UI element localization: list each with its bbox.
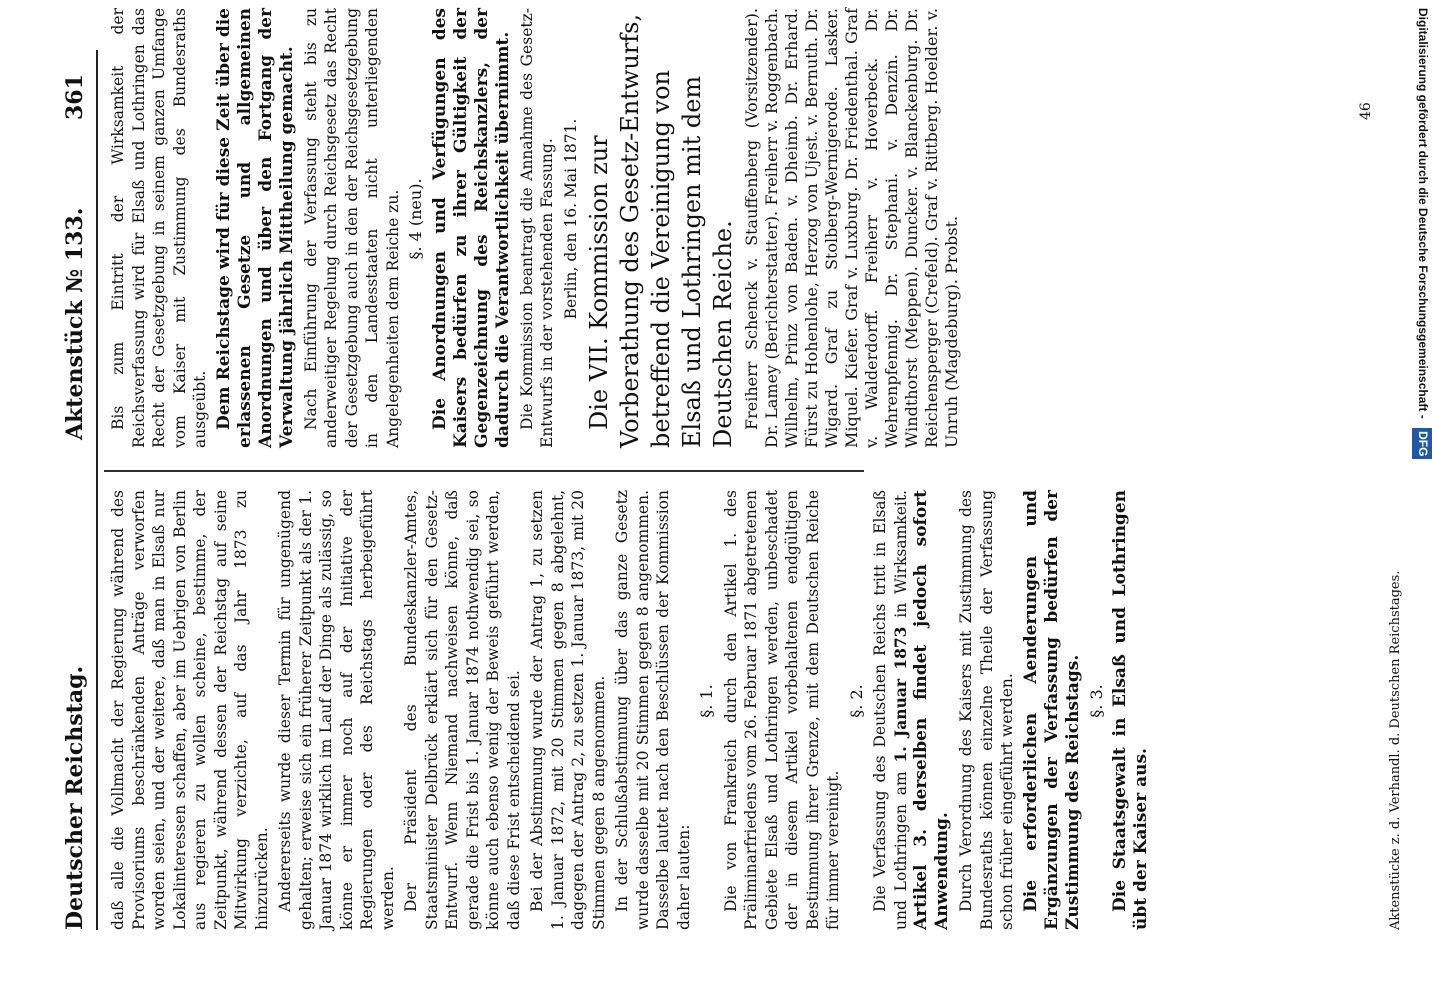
text-run-bold: Artikel 3. derselben findet jedoch sofort Anwendung. bbox=[911, 490, 952, 930]
dfg-logo: DFG bbox=[1412, 428, 1432, 459]
paragraph-bold: Die erforderlichen Aenderungen und Ergänzungen der Verfassung bedürfen der Zustimmung des Reichstags. bbox=[1020, 490, 1083, 930]
paragraph-bold: Dem Reichstage wird für diese Zeit über die erlassenen Gesetze und allgemeinen Anordnungen und über den Fortgang der Verwaltung jährlich Mittheilung gemacht. bbox=[213, 8, 297, 448]
paragraph: Der Präsident des Bundeskanzler-Amtes, Staatsminister Delbrück erklärt sich für den Gesetz-Entwurf. Wenn Niemand nachweisen könne, daß gerade die Frist bis 1. Januar 1874 nothwendig sei, so könne auch ebenso wenig der Beweis geführt werden, daß diese Frist entscheidend sei. bbox=[402, 490, 523, 930]
header-rule bbox=[96, 50, 98, 930]
column-divider bbox=[104, 471, 864, 473]
footer-left: Aktenstücke z. d. Verhandl. d. Deutschen Reichstages. bbox=[1388, 570, 1403, 930]
date-line: Berlin, den 16. Mai 1871. bbox=[561, 118, 580, 320]
section-heading: §. 1. bbox=[697, 684, 716, 718]
footer-page-mark: 46 bbox=[1358, 102, 1374, 120]
paragraph: daß alle die Vollmacht der Regierung während des Provisoriums beschränkenden Anträge verworfen worden seien, und der weitere, daß man in Elsaß nur Lokalinteressen schaffen, aber im Uebrigen von Berlin aus regieren zu wollen scheine, bestimme, der Zeitpunkt, während dessen der Reichstag auf seine Mitwirkung verzichte, auf das Jahr 1873 zu hinzurücken. bbox=[109, 490, 271, 930]
stamp-text: Digitalisierung gefördert durch die Deutsche Forschungsgemeinschaft - bbox=[1416, 8, 1430, 419]
section-heading: §. 3. bbox=[1086, 684, 1106, 718]
paragraph: Bis zum Eintritt der Wirksamkeit der Reichsverfassung wird für Elsaß und Lothringen das Recht der Gesetzgebung in seinem ganzen Umfange vom Kaiser mit Zustimmung des Bundesraths ausgeübt. bbox=[109, 8, 209, 448]
paragraph: In der Schlußabstimmung über das ganze Gesetz wurde dasselbe mit 20 Stimmen gegen 8 angenommen. Dasselbe lautet nach den Beschlüssen der Kommission daher lauten: bbox=[613, 490, 693, 930]
text-run: Die Verfassung des Deutschen Reichs tritt in Elsaß und Lothringen am bbox=[871, 490, 910, 930]
paragraph: Die von Frankreich durch den Artikel 1. des Präliminarfriedens vom 26. Februar 1871 abgetretenen Gebiete Elsaß und Lothringen werden, unbeschadet der in diesem Artikel vorbehaltenen endgültigen Bestimmung ihrer Grenze, mit dem Deutschen Reiche für immer vereinigt. bbox=[721, 490, 842, 930]
paragraph-bold: Die Staatsgewalt in Elsaß und Lothringen übt der Kaiser aus. bbox=[1110, 490, 1151, 930]
paragraph: Die Kommission beantragt die Annahme des Gesetz-Entwurfs in der vorstehenden Fassung. bbox=[517, 8, 556, 448]
running-header-right: Aktenstück № 133. bbox=[62, 207, 88, 440]
digitization-stamp bbox=[1412, 8, 1432, 988]
paragraph bbox=[870, 490, 953, 930]
text-run-bold: 1. Januar 1873 bbox=[890, 626, 910, 763]
text-run: in Wirksamkeit. bbox=[891, 490, 910, 618]
section-heading: §. 2. bbox=[846, 684, 866, 718]
section-heading: §. 4 (neu). bbox=[406, 178, 425, 260]
paragraph-bold: Die Anordnungen und Verfügungen des Kaisers bedürfen zu ihrer Gültigkeit der Gegenzeichnung des Reichskanzlers, der dadurch die Verantwortlichkeit übernimmt. bbox=[429, 8, 513, 448]
commission-title: Die VII. Kommission zur Vorberathung des Gesetz-Entwurfs, betreffend die Vereinigung von Elsaß und Lothringen mit dem Deutschen Reiche. bbox=[585, 13, 737, 448]
paragraph: Durch Verordnung des Kaisers mit Zustimmung des Bundesraths können einzelne Theile der Verfassung schon früher eingeführt werden. bbox=[957, 490, 1016, 930]
paragraph: Nach Einführung der Verfassung steht bis zu anderweitiger Regelung durch Reichsgesetz das Recht der Gesetzgebung auch in den der Reichsgesetzgebung in den Landesstaaten nicht unterliegenden Angelegenheiten dem Reiche zu. bbox=[301, 8, 402, 448]
member-list: Freiherr Schenck v. Stauffenberg (Vorsitzender). Dr. Lamey (Berichterstatter). Freiherr v. Roggenbach. Wilhelm, Prinz von Baden. v. Dheimb. Dr. Erhard. Fürst zu Hohenlohe, Herzog von Ujest. v. Bernuth. Dr. Wigard. Graf zu Stolberg-Wernigerode. Lasker. Miquel. Kiefer. Graf v. Luxburg. Dr. Friedenthal. Graf v. Walderdorff. Freiherr v. Hoverbeck. Dr. Wehrenpfennig. Dr. Stephani. v. Denzin. Dr. Windthorst (Meppen). Duncker. v. Blanckenburg. Dr. Reichensperger (Crefeld). Graf v. Rittberg. Hoelder. v. Unruh (Magdeburg). Probst. bbox=[742, 8, 961, 448]
left-column bbox=[108, 490, 1155, 930]
paragraph: Andererseits wurde dieser Termin für ungenügend gehalten; erweise sich ein früherer Zeitpunkt als der 1. Januar 1874 wirklich im Lauf der Dinge als zulässig, so könne er immer noch auf der Initiative der Regierungen oder des Reichstags herbeigeführt werden. bbox=[276, 490, 397, 930]
right-column bbox=[108, 8, 965, 448]
paragraph: Bei der Abstimmung wurde der Antrag 1, zu setzen 1. Januar 1872, mit 20 Stimmen gegen 8 abgelehnt, dagegen der Antrag 2, zu setzen 1. Januar 1873, mit 20 Stimmen gegen 8 angenommen. bbox=[528, 490, 608, 930]
page-number: 361 bbox=[62, 74, 88, 120]
running-header-left: Deutscher Reichstag. bbox=[62, 665, 88, 930]
